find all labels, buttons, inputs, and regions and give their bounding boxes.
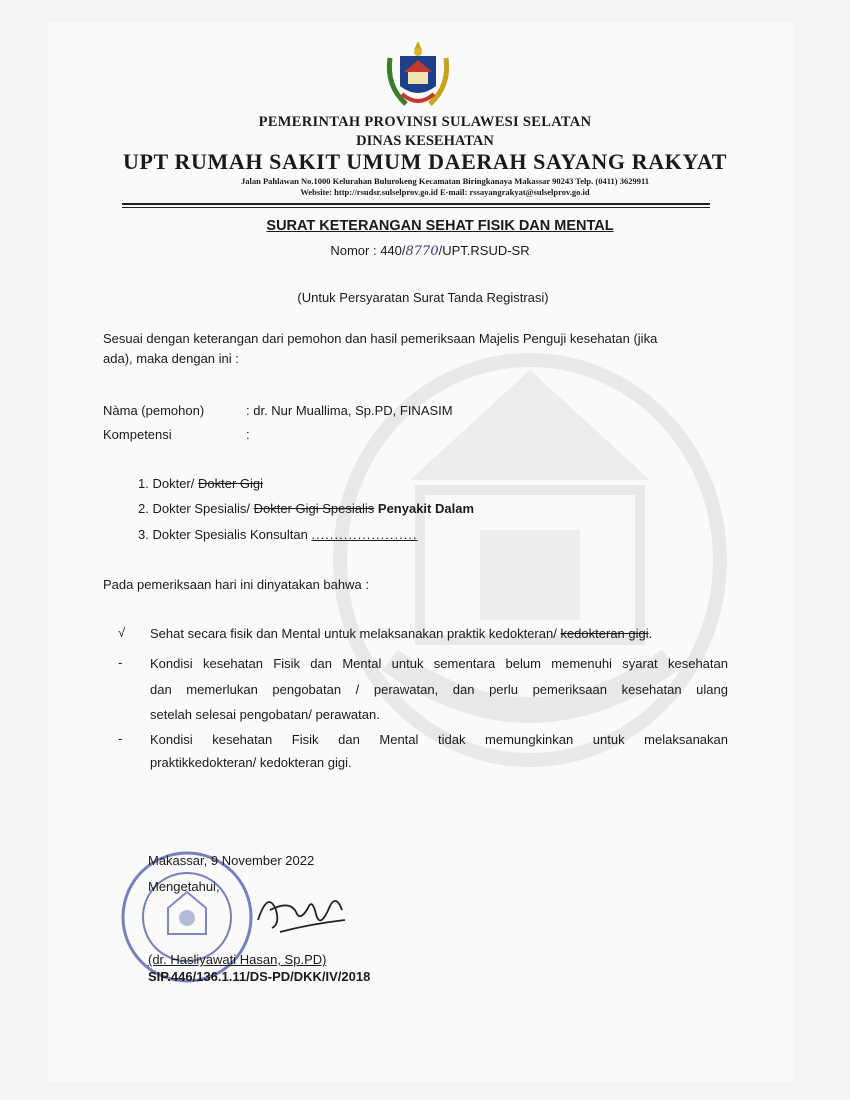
signature-place-date: Makassar, 9 November 2022 [148,853,315,868]
competency-number: 1. [138,476,149,491]
finding-text [150,623,652,645]
competence-value: : [246,427,250,442]
letter-number-label: Nomor : 440/ [330,243,406,258]
signature-acknowledged: Mengetahui, [148,879,220,894]
province-emblem-icon [382,38,454,112]
signer-sip: SIP.446/136.1.11/DS-PD/DKK/IV/2018 [148,969,371,984]
competency-specialty: Penyakit Dalam [374,501,474,516]
finding-line: Kondisi kesehatan Fisik dan Mental tidak memungkinkan untuk melaksanakan [150,732,728,747]
competency-item [138,498,474,520]
signature-icon [250,880,350,940]
findings-intro: Pada pemeriksaan hari ini dinyatakan bahwa : [103,577,369,592]
competency-number: 3. [138,527,149,542]
applicant-name-label: Nàma (pemohon) [103,403,205,418]
header-divider [122,203,710,205]
department-name: DINAS KESEHATAN [356,133,494,149]
letter-number-handwritten: 8770 [405,244,439,259]
finding-check-icon: √ [118,625,126,640]
finding-line: Kondisi kesehatan Fisik dan Mental untuk sementara belum memenuhi syarat kesehatan [150,656,728,671]
finding-line: praktikkedokteran/ kedokteran gigi. [150,755,352,770]
competency-item [138,524,418,546]
competence-label: Kompetensi [103,427,172,442]
letter-number-suffix: /UPT.RSUD-SR [438,243,530,258]
finding-dash-icon: - [118,731,123,746]
intro-line-1: Sesuai dengan keterangan dari pemohon dan hasil pemeriksaan Majelis Penguji kesehatan (jika [103,331,658,346]
letter-number [5,243,850,259]
institution-website: Website: http://rsudsr.sulselprov.go.id E-mail: rssayangrakyat@sulselprov.go.id [300,187,590,197]
competency-struck: Dokter Gigi Spesialis [253,501,375,516]
competency-text: Dokter Spesialis Konsultan [152,527,312,542]
intro-line-2: ada), maka dengan ini : [103,351,239,366]
finding-line: dan memerlukan pengobatan / perawatan, dan perlu pemeriksaan kesehatan ulang [150,682,728,697]
finding-struck: kedokteran gigi [560,626,649,641]
competency-struck: Dokter Gigi [197,476,264,491]
competency-blank: ....................... [311,527,418,542]
institution-name: UPT RUMAH SAKIT UMUM DAERAH SAYANG RAKYAT [122,149,727,174]
competency-item [138,473,263,495]
finding-line: setelah selesai pengobatan/ perawatan. [150,707,380,722]
header-divider-thin [122,207,710,208]
competency-text: Dokter/ [152,476,198,491]
signer-name: (dr. Hasliyawati Hasan, Sp.PD) [148,952,327,967]
institution-address: Jalan Pahlawan No.1000 Kelurahan Bulurokeng Kecamatan Biringkanaya Makassar 90243 Telp. (0411) 3629911 [241,176,649,186]
finding-dash-icon: - [118,655,123,670]
competency-text: Dokter Spesialis/ [152,501,254,516]
applicant-name-value: : dr. Nur Muallima, Sp.PD, FINASIM [246,403,453,418]
watermark-emblem-icon [330,300,730,800]
competency-number: 2. [138,501,149,516]
finding-line: Sehat secara fisik dan Mental untuk melaksanakan praktik kedokteran/ [150,626,561,641]
finding-end: . [648,626,653,641]
letter-title: SURAT KETERANGAN SEHAT FISIK DAN MENTAL [266,218,614,234]
government-name: PEMERINTAH PROVINSI SULAWESI SELATAN [258,114,592,130]
letter-purpose: (Untuk Persyaratan Surat Tanda Registrasi) [297,290,549,305]
